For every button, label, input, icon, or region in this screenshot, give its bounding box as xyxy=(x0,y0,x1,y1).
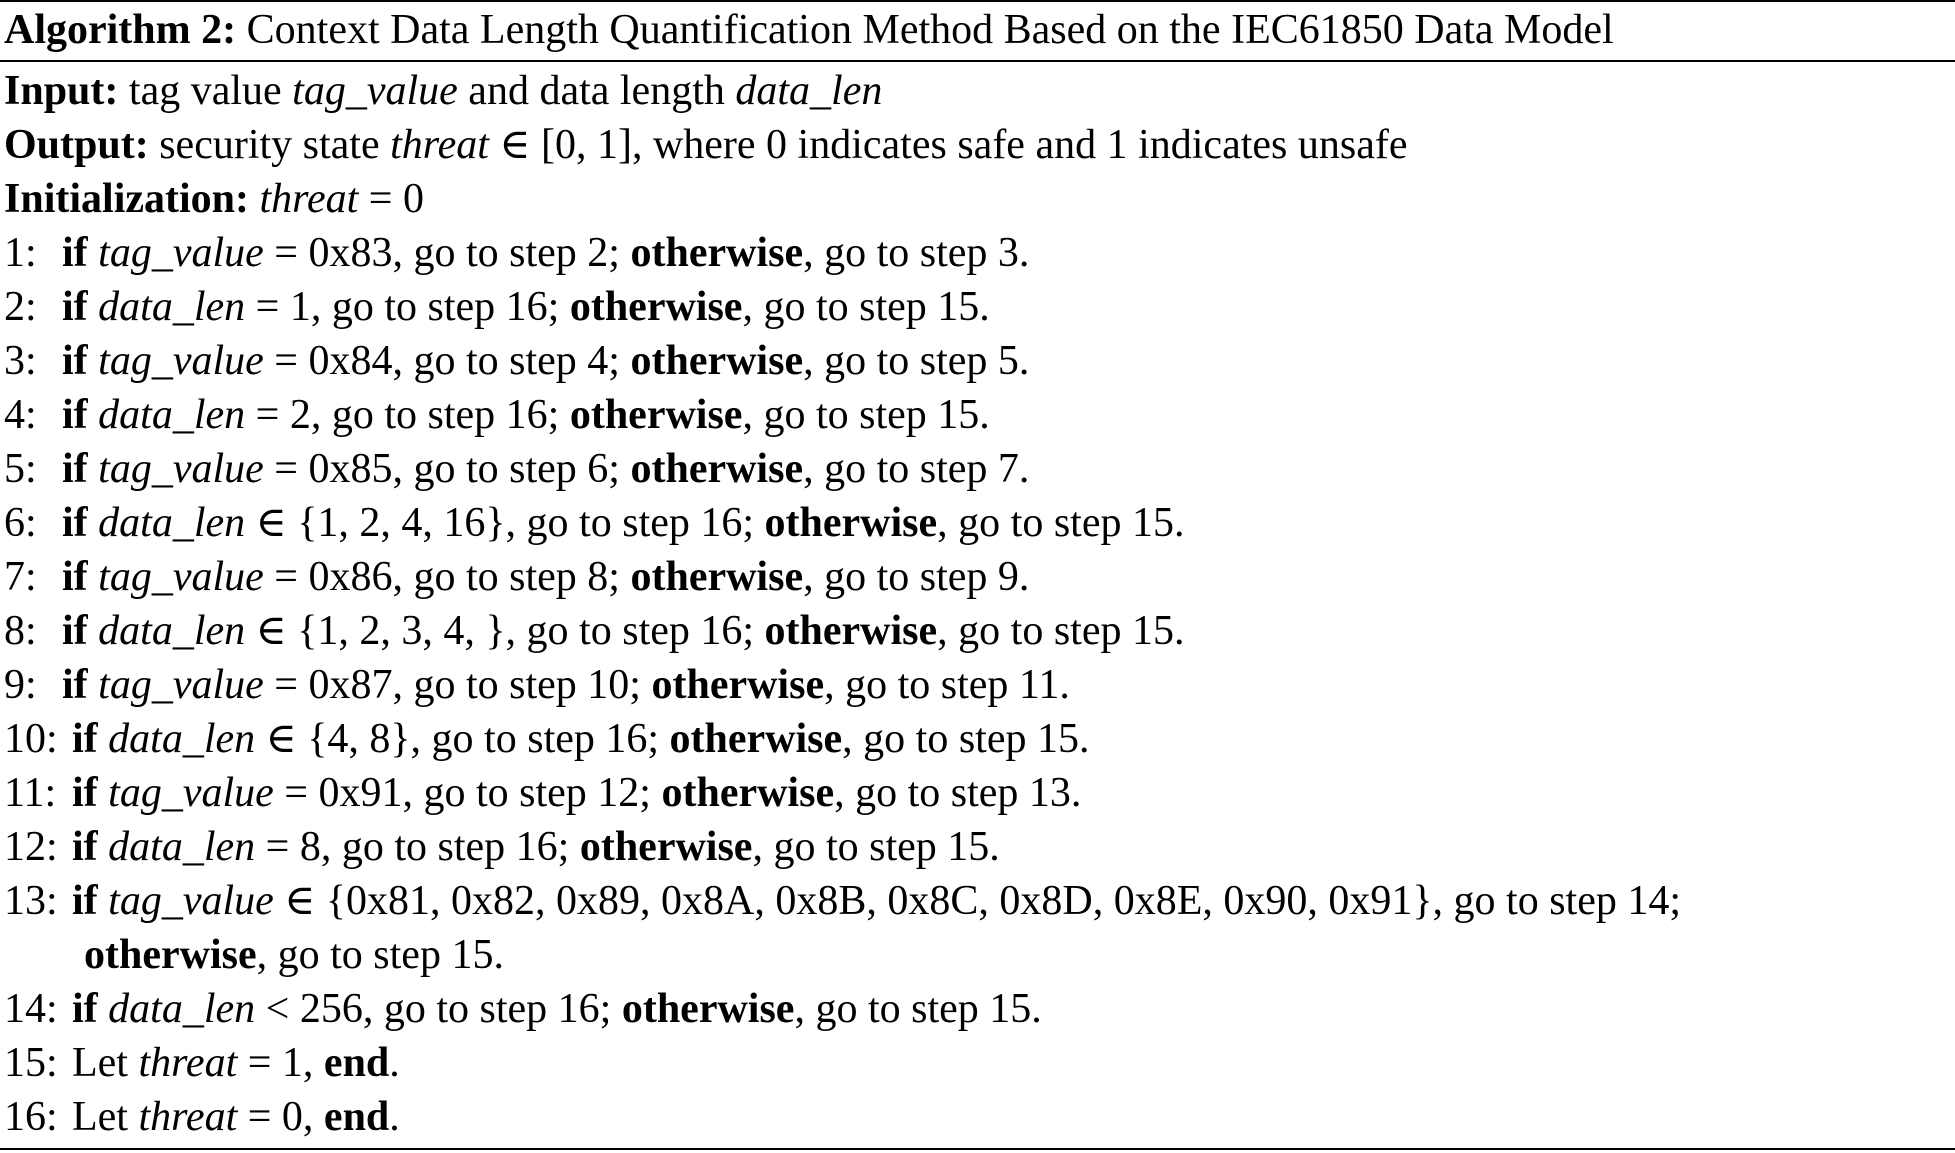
step-line xyxy=(4,604,1185,658)
if-keyword: if xyxy=(62,446,88,492)
step-condition: = 0x84, go to step 4; xyxy=(274,338,620,384)
step-number: 1: xyxy=(4,230,37,276)
input-line xyxy=(4,64,882,118)
step-else: , go to step 5. xyxy=(803,338,1030,384)
step-else: , go to step 7. xyxy=(803,446,1030,492)
otherwise-keyword: otherwise xyxy=(630,446,804,492)
input-mid: and data length xyxy=(468,68,725,114)
step-number: 16: xyxy=(4,1094,58,1140)
if-keyword: if xyxy=(72,770,98,816)
step-line xyxy=(4,226,1029,280)
step-condition: = 0x87, go to step 10; xyxy=(274,662,641,708)
step-else: , go to step 15. xyxy=(937,500,1185,546)
if-keyword: if xyxy=(62,230,88,276)
step-condition: ∈ {1, 2, 3, 4, }, go to step 16; xyxy=(255,608,755,654)
step-condition: = 0x83, go to step 2; xyxy=(274,230,620,276)
step-var: tag_value xyxy=(98,662,264,708)
step-post: . xyxy=(389,1094,400,1140)
otherwise-keyword: otherwise xyxy=(630,230,804,276)
step-line xyxy=(4,766,1081,820)
step-var: threat xyxy=(138,1040,238,1086)
step-condition: < 256, go to step 16; xyxy=(265,986,612,1032)
step-number: 10: xyxy=(4,716,58,762)
step-else: , go to step 15. xyxy=(752,824,1000,870)
step-number: 6: xyxy=(4,500,37,546)
output-label: Output: xyxy=(4,122,149,168)
step-line xyxy=(4,334,1029,388)
step-line xyxy=(4,712,1090,766)
init-label: Initialization: xyxy=(4,176,250,222)
otherwise-keyword: otherwise xyxy=(630,554,804,600)
final-step-line xyxy=(4,1036,400,1090)
step-number: 7: xyxy=(4,554,37,600)
init-line xyxy=(4,172,424,226)
algorithm-title xyxy=(4,0,1614,60)
step-else: , go to step 15. xyxy=(842,716,1090,762)
if-keyword: if xyxy=(62,608,88,654)
otherwise-keyword: otherwise xyxy=(661,770,835,816)
step-condition: = 1, go to step 16; xyxy=(255,284,560,330)
step-line xyxy=(4,658,1070,712)
step-number: 2: xyxy=(4,284,37,330)
output-var-threat: threat xyxy=(390,122,489,168)
input-label: Input: xyxy=(4,68,119,114)
if-keyword: if xyxy=(62,284,88,330)
step-condition: = 0x91, go to step 12; xyxy=(284,770,651,816)
step-else: , go to step 13. xyxy=(834,770,1082,816)
title-rule xyxy=(0,60,1955,62)
otherwise-keyword: otherwise xyxy=(569,392,743,438)
step-line xyxy=(4,496,1185,550)
if-keyword: if xyxy=(72,716,98,762)
step-var: data_len xyxy=(98,284,246,330)
step-line xyxy=(4,874,1681,928)
step-line xyxy=(4,550,1029,604)
step-number: 8: xyxy=(4,608,37,654)
step-else: , go to step 15. xyxy=(937,608,1185,654)
otherwise-keyword: otherwise xyxy=(764,500,938,546)
step-var: threat xyxy=(138,1094,238,1140)
end-keyword: end xyxy=(323,1040,390,1086)
end-keyword: end xyxy=(323,1094,390,1140)
if-keyword: if xyxy=(72,986,98,1032)
step-line xyxy=(4,820,1000,874)
if-keyword: if xyxy=(62,338,88,384)
otherwise-keyword: otherwise xyxy=(579,824,753,870)
if-keyword: if xyxy=(62,662,88,708)
if-keyword: if xyxy=(62,392,88,438)
input-pre: tag value xyxy=(128,68,282,114)
output-pre: security state xyxy=(159,122,380,168)
step-number: 12: xyxy=(4,824,58,870)
step-line xyxy=(4,388,990,442)
if-keyword: if xyxy=(72,878,98,924)
step-var: tag_value xyxy=(98,230,264,276)
input-var-data-len: data_len xyxy=(735,68,883,114)
step-condition: = 8, go to step 16; xyxy=(265,824,570,870)
step-var: data_len xyxy=(98,392,246,438)
input-var-tag-value: tag_value xyxy=(292,68,458,114)
let-keyword: Let xyxy=(72,1040,128,1086)
step-condition: ∈ {4, 8}, go to step 16; xyxy=(265,716,660,762)
step-continuation-line xyxy=(4,928,504,982)
final-step-line xyxy=(4,1090,400,1144)
step-number: 15: xyxy=(4,1040,58,1086)
output-post: ∈ [0, 1], where 0 indicates safe and 1 indicates unsafe xyxy=(499,122,1408,168)
step-post: . xyxy=(389,1040,400,1086)
step-var: data_len xyxy=(98,608,246,654)
algorithm-title-text: Context Data Length Quantification Method Based on the IEC61850 Data Model xyxy=(246,7,1614,53)
step-line xyxy=(4,442,1029,496)
step-number: 9: xyxy=(4,662,37,708)
step-else: , go to step 15. xyxy=(794,986,1042,1032)
step-condition: = 2, go to step 16; xyxy=(255,392,560,438)
step-else: , go to step 15. xyxy=(742,392,990,438)
step-value: = 0, xyxy=(247,1094,314,1140)
otherwise-keyword: otherwise xyxy=(669,716,843,762)
step-condition: = 0x86, go to step 8; xyxy=(274,554,620,600)
step-number: 14: xyxy=(4,986,58,1032)
if-keyword: if xyxy=(62,554,88,600)
step-condition: ∈ {1, 2, 4, 16}, go to step 16; xyxy=(255,500,755,546)
otherwise-keyword: otherwise xyxy=(569,284,743,330)
step-else: , go to step 15. xyxy=(256,932,504,978)
otherwise-keyword: otherwise xyxy=(630,338,804,384)
step-else: , go to step 3. xyxy=(803,230,1030,276)
step-number: 3: xyxy=(4,338,37,384)
otherwise-keyword: otherwise xyxy=(764,608,938,654)
otherwise-keyword: otherwise xyxy=(84,932,257,978)
if-keyword: if xyxy=(72,824,98,870)
bottom-rule xyxy=(0,1148,1955,1150)
step-var: tag_value xyxy=(108,770,274,816)
init-post: = 0 xyxy=(368,176,424,222)
step-line xyxy=(4,982,1042,1036)
step-condition: = 0x85, go to step 6; xyxy=(274,446,620,492)
output-line xyxy=(4,118,1407,172)
otherwise-keyword: otherwise xyxy=(651,662,825,708)
algorithm-label: Algorithm 2: xyxy=(4,7,237,53)
step-var: tag_value xyxy=(98,338,264,384)
if-keyword: if xyxy=(62,500,88,546)
step-var: data_len xyxy=(108,824,256,870)
step-condition: ∈ {0x81, 0x82, 0x89, 0x8A, 0x8B, 0x8C, 0x8D, 0x8E, 0x90, 0x91}, go to step 14; xyxy=(284,878,1682,924)
init-var-threat: threat xyxy=(259,176,359,222)
step-else: , go to step 9. xyxy=(803,554,1030,600)
step-else: , go to step 15. xyxy=(742,284,990,330)
otherwise-keyword: otherwise xyxy=(621,986,795,1032)
step-number: 11: xyxy=(4,770,57,816)
step-line xyxy=(4,280,990,334)
step-var: data_len xyxy=(108,986,256,1032)
step-value: = 1, xyxy=(247,1040,314,1086)
step-number: 5: xyxy=(4,446,37,492)
step-number: 4: xyxy=(4,392,37,438)
step-var: tag_value xyxy=(108,878,274,924)
step-var: tag_value xyxy=(98,446,264,492)
step-var: data_len xyxy=(98,500,246,546)
let-keyword: Let xyxy=(72,1094,128,1140)
step-else: , go to step 11. xyxy=(824,662,1070,708)
step-var: data_len xyxy=(108,716,256,762)
step-var: tag_value xyxy=(98,554,264,600)
step-number: 13: xyxy=(4,878,58,924)
